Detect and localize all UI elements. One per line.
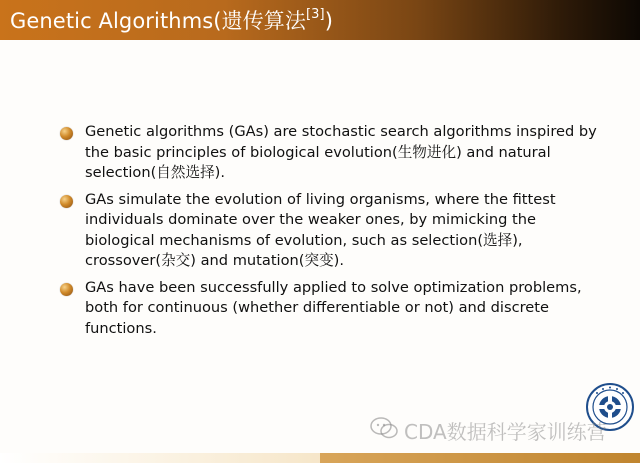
bottom-strip-right <box>320 453 640 463</box>
bullet-ball-icon <box>60 283 73 296</box>
title-reference: [3] <box>306 7 325 22</box>
bullet-item <box>60 278 600 340</box>
bullet-text: GAs simulate the evolution of living organisms, where the fittest individuals dominate over the weaker ones, by mimicking the biological mechanisms of evolution, such as selection(选择), crossover(杂交) and mutation(突变). <box>85 190 556 269</box>
bullet-text: GAs have been successfully applied to solve optimization problems, both for continuous (whether differentiable or not) and discrete functions. <box>85 278 582 337</box>
watermark <box>370 416 607 445</box>
bottom-strip-left <box>0 453 320 463</box>
bullet-ball-icon <box>60 127 73 140</box>
wechat-icon <box>370 417 398 444</box>
bullet-list <box>60 122 600 345</box>
bottom-strip <box>0 453 640 463</box>
bullet-text: Genetic algorithms (GAs) are stochastic search algorithms inspired by the basic principles of biological evolution(生物进化) and natural selection(自然选择). <box>85 123 597 181</box>
bullet-ball-icon <box>60 195 73 208</box>
bullet-item <box>60 190 600 272</box>
watermark-text: CDA数据科学家训练营 <box>404 420 607 444</box>
slide-title: Genetic Algorithms(遗传算法[3]) <box>10 7 334 33</box>
title-bar <box>0 0 640 40</box>
bullet-item <box>60 122 600 184</box>
